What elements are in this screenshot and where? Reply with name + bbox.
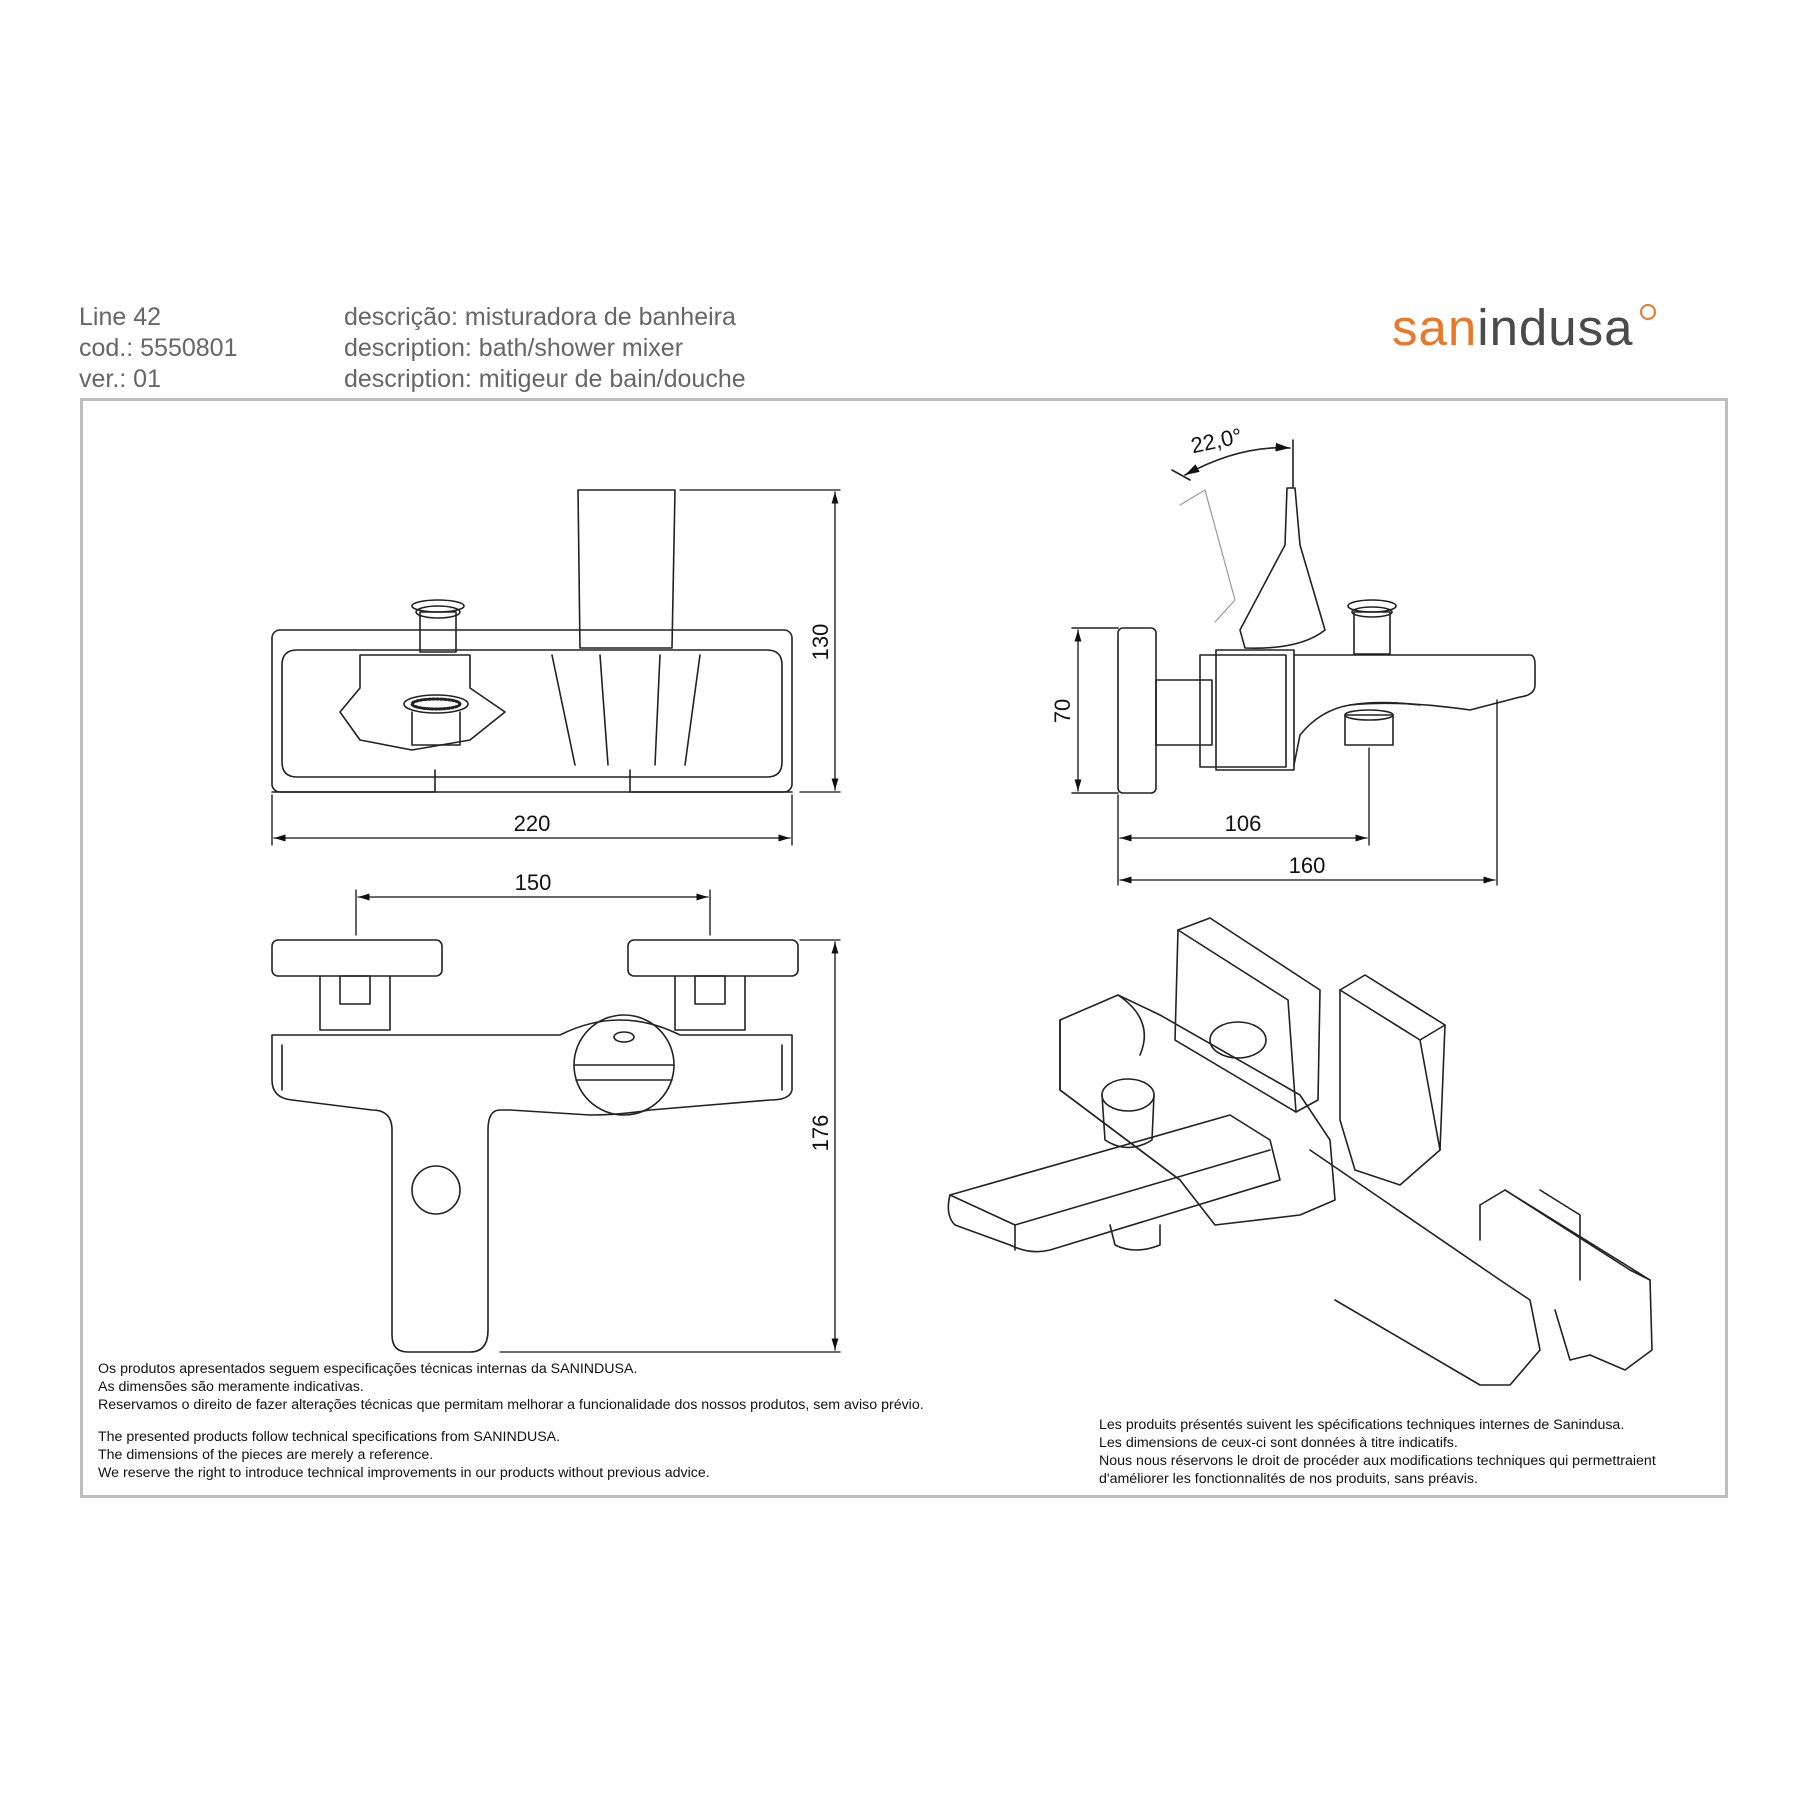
dim-front-height: 130 (808, 623, 833, 661)
side-view (1072, 440, 1535, 793)
note-en-1: The presented products follow technical specifications from SANINDUSA. (98, 1429, 561, 1445)
note-fr-1: Les produits présentés suivent les spécifications techniques internes de Sanindusa. (1099, 1417, 1625, 1433)
note-pt-2: As dimensões são meramente indicativas. (98, 1379, 364, 1395)
top-view (272, 940, 798, 1352)
front-view (272, 490, 792, 792)
logo-part-san: san (1392, 299, 1478, 356)
note-fr-4: d'améliorer les fonctionnalités de nos produits, sans préavis. (1099, 1471, 1478, 1487)
dim-top-depth: 176 (808, 1114, 833, 1152)
dim-side-depth-long: 160 (1288, 853, 1326, 878)
disclaimer-pt-en (98, 1360, 924, 1482)
dim-top-spacing: 150 (514, 870, 552, 895)
description-fr: description: mitigeur de bain/douche (344, 365, 746, 393)
dim-side-height: 70 (1050, 698, 1075, 724)
product-version: ver.: 01 (79, 365, 161, 393)
note-fr-2: Les dimensions de ceux-ci sont données à titre indicatifs. (1099, 1435, 1458, 1451)
dim-front-width: 220 (513, 811, 551, 836)
isometric-view (948, 918, 1652, 1385)
note-pt-1: Os produtos apresentados seguem especificações técnicas internas da SANINDUSA. (98, 1361, 638, 1377)
logo-part-indusa: indusa (1477, 299, 1634, 356)
note-fr-3: Nous nous réservons le droit de procéder aux modifications techniques qui permettraient (1099, 1453, 1656, 1469)
dim-side-depth-short: 106 (1224, 811, 1262, 836)
note-en-3: We reserve the right to introduce technical improvements in our products without previous advice. (98, 1465, 710, 1481)
product-line: Line 42 (79, 303, 162, 331)
disclaimer-fr (1099, 1416, 1656, 1488)
description-pt: descrição: misturadora de banheira (344, 303, 736, 331)
note-en-2: The dimensions of the pieces are merely a reference. (98, 1447, 434, 1463)
dim-side-angle: 22,0° (1188, 423, 1245, 459)
product-code: cod.: 5550801 (79, 334, 238, 362)
description-en: description: bath/shower mixer (344, 334, 684, 362)
note-pt-3: Reservamos o direito de fazer alterações técnicas que permitam melhorar a funcionalidade dos nossos produtos, sem aviso prévio. (98, 1397, 924, 1413)
